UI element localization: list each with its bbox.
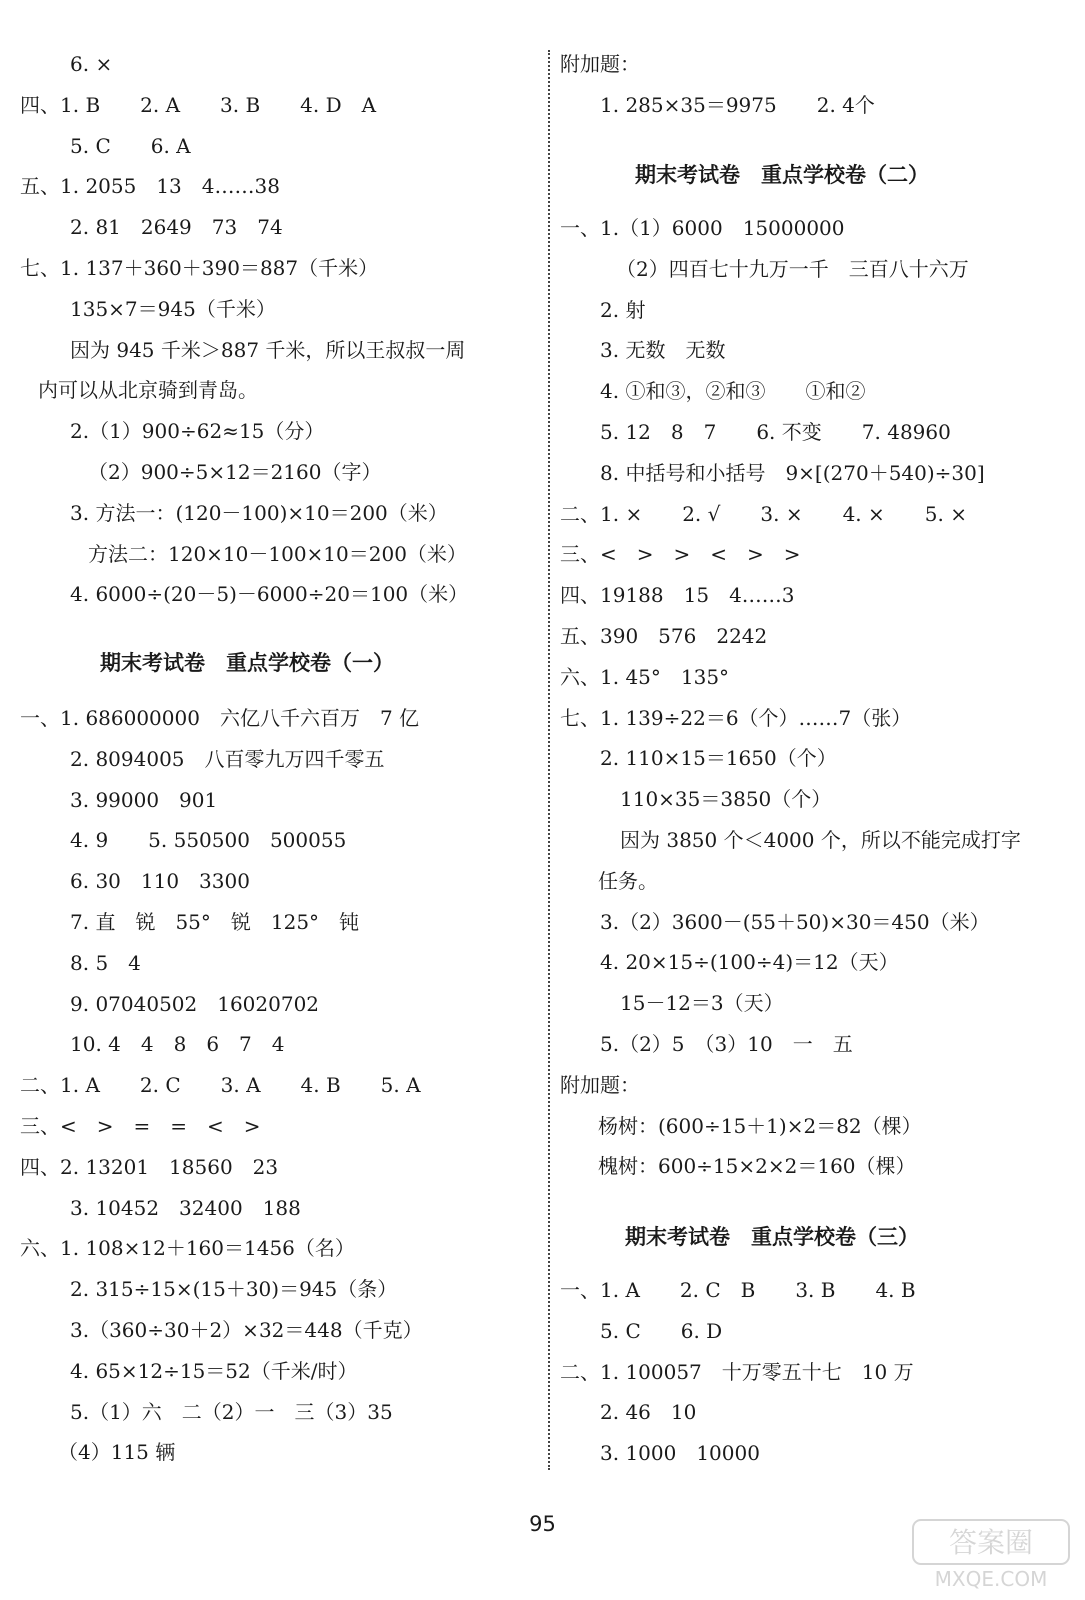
section-heading: 期末考试卷 重点学校卷（一）: [100, 651, 394, 675]
answer-line: 4. 6000÷(20－5)－6000÷20＝100（米）: [70, 582, 469, 607]
answer-line: 1. 285×35＝9975 2. 4个: [600, 92, 875, 117]
answer-line: 杨树：(600÷15＋1)×2＝82（棵）: [598, 1113, 922, 1138]
answer-line: 槐树：600÷15×2×2＝160（棵）: [598, 1154, 916, 1179]
answer-line: 5.（2）5 （3）10 一 五: [600, 1032, 853, 1056]
answer-line: 内可以从北京骑到青岛。: [38, 378, 258, 403]
answer-line: 5. C 6. D: [600, 1318, 723, 1343]
answer-line: 方法二：120×10－100×10＝200（米）: [88, 541, 467, 566]
answer-line: 三、< > = = < >: [20, 1114, 261, 1138]
answer-line: 6. 30 110 3300: [70, 869, 250, 894]
answer-line: 三、< > > < > >: [560, 542, 801, 567]
answer-line: 因为 945 千米＞887 千米，所以王叔叔一周: [70, 337, 466, 362]
answer-line: 7. 直 锐 55° 锐 125° 钝: [70, 910, 360, 934]
answer-line: 5. C 6. A: [70, 133, 191, 158]
answer-line: 一、1. A 2. C B 3. B 4. B: [560, 1278, 916, 1302]
answer-line: 3. 10452 32400 188: [70, 1195, 301, 1220]
answer-line: 4. 65×12÷15＝52（千米/时）: [70, 1358, 358, 1383]
answer-line: 2. 46 10: [600, 1400, 697, 1425]
answer-line: 8. 5 4: [70, 950, 141, 975]
answer-line: 二、1. A 2. C 3. A 4. B 5. A: [20, 1073, 421, 1098]
answer-line: （2）四百七十九万一千 三百八十六万: [616, 256, 969, 281]
answer-line: 5. 12 8 7 6. 不变 7. 48960: [600, 420, 951, 444]
watermark-bottom-text: MXQE.COM: [934, 1567, 1048, 1591]
answer-line: 2. 81 2649 73 74: [70, 215, 283, 240]
answer-line: 6. ×: [70, 52, 113, 76]
answer-line: 附加题：: [560, 1072, 640, 1097]
answer-line: 135×7＝945（千米）: [70, 296, 276, 321]
section-heading: 期末考试卷 重点学校卷（三）: [625, 1225, 919, 1249]
answer-line: 四、2. 13201 18560 23: [20, 1154, 279, 1179]
answer-line: 4. ①和③，②和③ ①和②: [600, 379, 866, 404]
answer-line: 9. 07040502 16020702: [70, 991, 320, 1016]
answer-line: 五、1. 2055 13 4……38: [20, 174, 280, 199]
answer-line: 3. 无数 无数: [600, 338, 726, 363]
answer-line: 3. 99000 901: [70, 787, 218, 812]
answer-line: 七、1. 137＋360＋390＝887（千米）: [20, 256, 379, 280]
page-number: 95: [529, 1512, 556, 1536]
answer-line: 一、1.（1）6000 15000000: [560, 216, 845, 240]
answer-line: 因为 3850 个＜4000 个，所以不能完成打字: [620, 828, 1021, 852]
answer-line: 2. 射: [600, 297, 646, 322]
watermark-top-text: 答案圈: [948, 1526, 1034, 1559]
answer-line: 附加题：: [560, 52, 640, 76]
answer-line: 3. 方法一：(120－100)×10＝200（米）: [70, 500, 448, 525]
answer-line: 15－12＝3（天）: [620, 991, 784, 1016]
answer-line: 七、1. 139÷22＝6（个）……7（张）: [560, 705, 912, 730]
answer-line: （2）900÷5×12＝2160（字）: [88, 460, 382, 484]
answer-line: 五、390 576 2242: [560, 624, 768, 648]
answer-line: 2. 110×15＝1650（个）: [600, 746, 837, 771]
answer-line: 一、1. 686000000 六亿八千六百万 7 亿: [20, 706, 420, 730]
answer-line: 二、1. × 2. √ 3. × 4. × 5. ×: [560, 501, 967, 526]
answer-line: 四、19188 15 4……3: [560, 583, 795, 608]
answer-line: 六、1. 108×12＋160＝1456（名）: [20, 1236, 355, 1261]
watermark-logo: [911, 1518, 1071, 1592]
answer-line: 110×35＝3850（个）: [620, 787, 832, 812]
answer-line: （4）115 辆: [58, 1440, 176, 1465]
answer-line: 4. 9 5. 550500 500055: [70, 828, 347, 853]
answer-line: 3.（2）3600－(55＋50)×30＝450（米）: [600, 909, 990, 934]
answer-line: 3.（360÷30＋2）×32＝448（千克）: [70, 1318, 423, 1342]
answer-line: 四、1. B 2. A 3. B 4. D A: [20, 92, 377, 117]
answer-line: 2.（1）900÷62≈15（分）: [70, 419, 325, 444]
answer-line: 2. 8094005 八百零九万四千零五: [70, 746, 385, 771]
answer-line: 8. 中括号和小括号 9×[(270＋540)÷30]: [600, 460, 985, 485]
answer-line: 10. 4 4 8 6 7 4: [70, 1032, 285, 1057]
answer-line: 2. 315÷15×(15＋30)＝945（条）: [70, 1277, 398, 1302]
answer-line: 5.（1）六 二（2）一 三（3）35: [70, 1399, 393, 1424]
answer-line: 4. 20×15÷(100÷4)＝12（天）: [600, 950, 899, 975]
section-heading: 期末考试卷 重点学校卷（二）: [635, 163, 929, 187]
column-divider: [548, 50, 550, 1470]
answer-line: 二、1. 100057 十万零五十七 10 万: [560, 1359, 914, 1384]
answer-line: 任务。: [598, 868, 658, 893]
answer-line: 3. 1000 10000: [600, 1441, 760, 1466]
answer-line: 六、1. 45° 135°: [560, 664, 730, 689]
